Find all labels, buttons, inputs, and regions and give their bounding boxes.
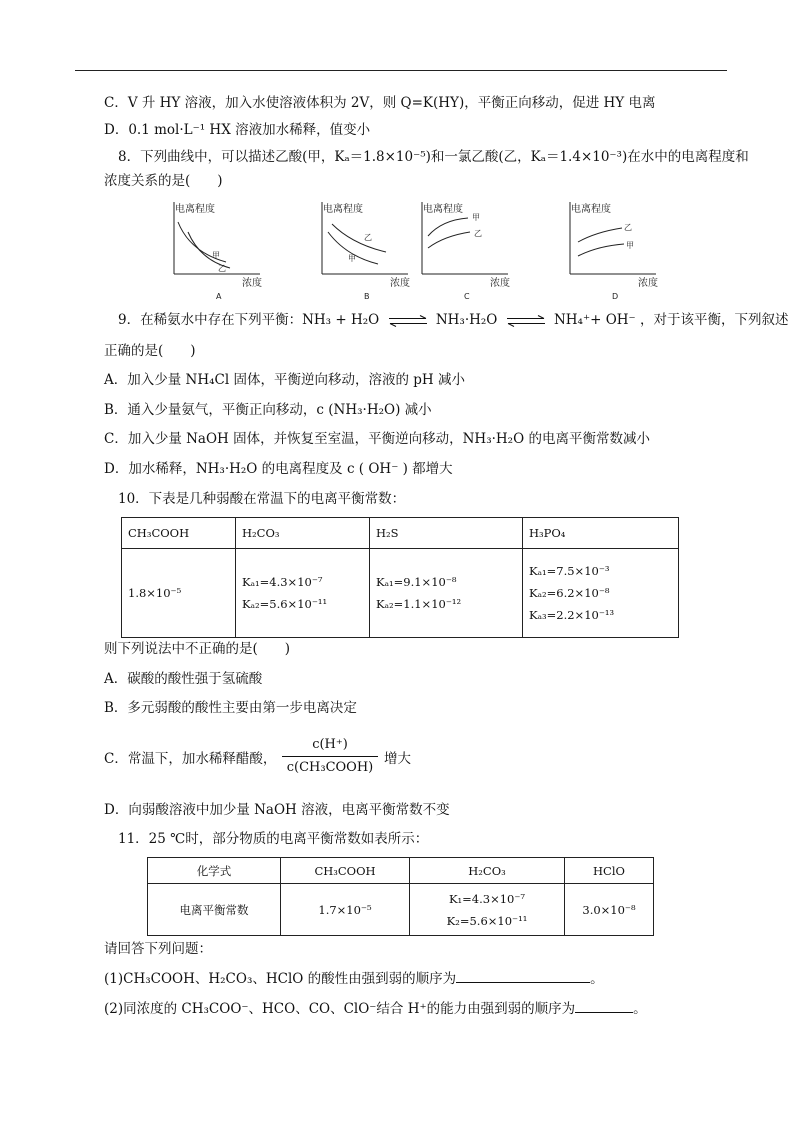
q10-option-c-suffix: 增大 — [384, 751, 411, 767]
q10-table — [121, 517, 679, 638]
q10-h3po4-ka2: Kₐ₂=6.2×10⁻⁸ — [529, 586, 610, 600]
q11-prompt: 请回答下列问题： — [104, 941, 212, 957]
q10-prompt: 则下列说法中不正确的是( ) — [104, 641, 291, 657]
q11-header-hclo: HClO — [565, 858, 654, 884]
graph-d-lower-curve — [578, 244, 624, 256]
q10-option-d: D．向弱酸溶液中加少量 NaOH 溶液，电离平衡常数不变 — [104, 802, 450, 818]
graph-b-upper-label: 乙 — [364, 233, 372, 242]
q9-option-b: B．通入少量氨气，平衡正向移动，c (NH₃·H₂O) 减小 — [104, 402, 432, 418]
graph-d-upper-curve — [578, 228, 622, 242]
q11-part2-answer-blank[interactable] — [575, 1000, 633, 1013]
q10-h2s-ka1: Kₐ₁=9.1×10⁻⁸ — [376, 575, 457, 589]
graph-b-letter: B — [364, 292, 370, 301]
q11-part1-suffix: 。 — [590, 971, 604, 987]
graph-a-ylabel: 电离程度 — [175, 204, 215, 215]
q10-h2co3-ka1: Kₐ₁=4.3×10⁻⁷ — [242, 575, 323, 589]
fraction-bar — [282, 756, 378, 757]
q9-stem-line1 — [118, 311, 788, 329]
graph-b-lower-label: 甲 — [348, 254, 356, 263]
q11-cell-hclo: 3.0×10⁻⁸ — [565, 884, 654, 936]
q11-cell-h2co3 — [410, 884, 565, 936]
graph-a-letter: A — [216, 292, 222, 301]
q10-h3po4-ka1: Kₐ₁=7.5×10⁻³ — [529, 564, 610, 578]
q8-stem-line2: 浓度关系的是( ) — [104, 173, 223, 189]
graph-a-lower-curve — [188, 232, 230, 268]
q10-header-h2co3: H₂CO₃ — [236, 518, 370, 549]
q11-cell-ch3cooh: 1.7×10⁻⁵ — [281, 884, 410, 936]
equilibrium-arrow-icon — [388, 315, 428, 327]
q11-part1 — [104, 970, 604, 988]
q10-header-h2s: H₂S — [370, 518, 523, 549]
q10-cell-h3po4 — [523, 549, 679, 638]
q11-stem: 11．25 ℃时，部分物质的电离平衡常数如表所示： — [118, 831, 429, 847]
q9-stem-a: 9．在稀氨水中存在下列平衡：NH₃ + H₂O — [118, 312, 380, 328]
q10-cell-h2co3 — [236, 549, 370, 638]
q10-fraction-numerator: c(H⁺) — [312, 737, 348, 752]
graph-c-lower-curve — [428, 232, 470, 248]
graph-c-lower-label: 乙 — [474, 229, 482, 238]
graph-b-xlabel: 浓度 — [390, 278, 410, 289]
q11-part2-suffix: 。 — [633, 1001, 647, 1017]
q10-option-c-prefix: C．常温下，加水稀释醋酸， — [104, 751, 277, 767]
q9-stem-line2: 正确的是( ) — [104, 343, 196, 359]
q10-h2co3-ka2: Kₐ₂=5.6×10⁻¹¹ — [242, 597, 328, 611]
q10-h2s-ka2: Kₐ₂=1.1×10⁻¹² — [376, 597, 462, 611]
q10-fraction — [282, 735, 378, 778]
graph-a-upper-label: 甲 — [212, 251, 220, 260]
q10-header-ch3cooh: CH₃COOH — [122, 518, 236, 549]
graph-c-xlabel: 浓度 — [490, 278, 510, 289]
q11-header-h2co3: H₂CO₃ — [410, 858, 565, 884]
graph-c — [416, 198, 536, 306]
q11-row-label: 电离平衡常数 — [148, 884, 281, 936]
q7-option-d: D．0.1 mol·L⁻¹ HX 溶液加水稀释，值变小 — [104, 122, 371, 138]
graph-c-upper-label: 甲 — [472, 213, 480, 222]
q11-table — [147, 857, 654, 936]
graph-d-lower-label: 甲 — [626, 241, 634, 250]
q11-header-ch3cooh: CH₃COOH — [281, 858, 410, 884]
q9-option-c: C．加入少量 NaOH 固体，并恢复至室温，平衡逆向移动，NH₃·H₂O 的电离平衡常数减小 — [104, 431, 650, 447]
q10-fraction-denominator: c(CH₃COOH) — [286, 760, 374, 775]
q10-cell-h2s — [370, 549, 523, 638]
graph-c-ylabel: 电离程度 — [423, 204, 463, 215]
q11-h2co3-k1: K₁=4.3×10⁻⁷ — [448, 891, 526, 906]
graph-d-xlabel: 浓度 — [638, 278, 658, 289]
header-rule — [75, 70, 727, 71]
graph-d-ylabel: 电离程度 — [571, 204, 611, 215]
q11-part1-answer-blank[interactable] — [456, 970, 590, 983]
q11-h2co3-k2: K₂=5.6×10⁻¹¹ — [446, 913, 528, 928]
graph-d-letter: D — [612, 292, 619, 301]
q10-header-h3po4: H₃PO₄ — [523, 518, 679, 549]
graph-a — [168, 198, 288, 306]
graph-d-upper-label: 乙 — [624, 223, 632, 232]
q10-option-b: B．多元弱酸的酸性主要由第一步电离决定 — [104, 700, 357, 716]
graph-d — [564, 198, 684, 306]
graph-a-lower-label: 乙 — [218, 264, 226, 273]
q10-cell-ch3cooh: 1.8×10⁻⁵ — [122, 549, 236, 638]
q11-part2 — [104, 1000, 647, 1018]
q10-stem: 10．下表是几种弱酸在常温下的电离平衡常数： — [118, 491, 406, 507]
q11-part2-prefix: (2)同浓度的 CH₃COO⁻、HCO、CO、ClO⁻结合 H⁺的能力由强到弱的顺序为 — [104, 1001, 576, 1017]
graph-b-upper-curve — [332, 224, 386, 252]
q8-stem-line1: 8．下列曲线中，可以描述乙酸(甲，Kₐ＝1.8×10⁻⁵)和一氯乙酸(乙，Kₐ＝1.4×10⁻³)在水中的电离程度和 — [118, 149, 749, 165]
graph-c-letter: C — [464, 292, 470, 301]
q9-option-d: D．加水稀释，NH₃·H₂O 的电离程度及 c ( OH⁻ ) 都增大 — [104, 461, 453, 477]
q9-stem-c: NH₄⁺+ OH⁻ ，对于该平衡，下列叙述 — [553, 312, 789, 328]
graph-a-xlabel: 浓度 — [242, 278, 262, 289]
equilibrium-arrow-icon — [506, 315, 546, 327]
q11-header-formula: 化学式 — [148, 858, 281, 884]
q9-option-a: A．加入少量 NH₄Cl 固体，平衡逆向移动，溶液的 pH 减小 — [104, 372, 465, 388]
graph-b-ylabel: 电离程度 — [323, 204, 363, 215]
q7-option-c: C．V 升 HY 溶液，加入水使溶液体积为 2V，则 Q=K(HY)，平衡正向移动，促进 HY 电离 — [104, 95, 656, 111]
q10-option-a: A．碳酸的酸性强于氢硫酸 — [104, 671, 263, 687]
q11-part1-prefix: (1)CH₃COOH、H₂CO₃、HClO 的酸性由强到弱的顺序为 — [104, 971, 457, 987]
q10-h3po4-ka3: Kₐ₃=2.2×10⁻¹³ — [529, 608, 615, 622]
q9-stem-b: NH₃·H₂O — [435, 312, 498, 328]
